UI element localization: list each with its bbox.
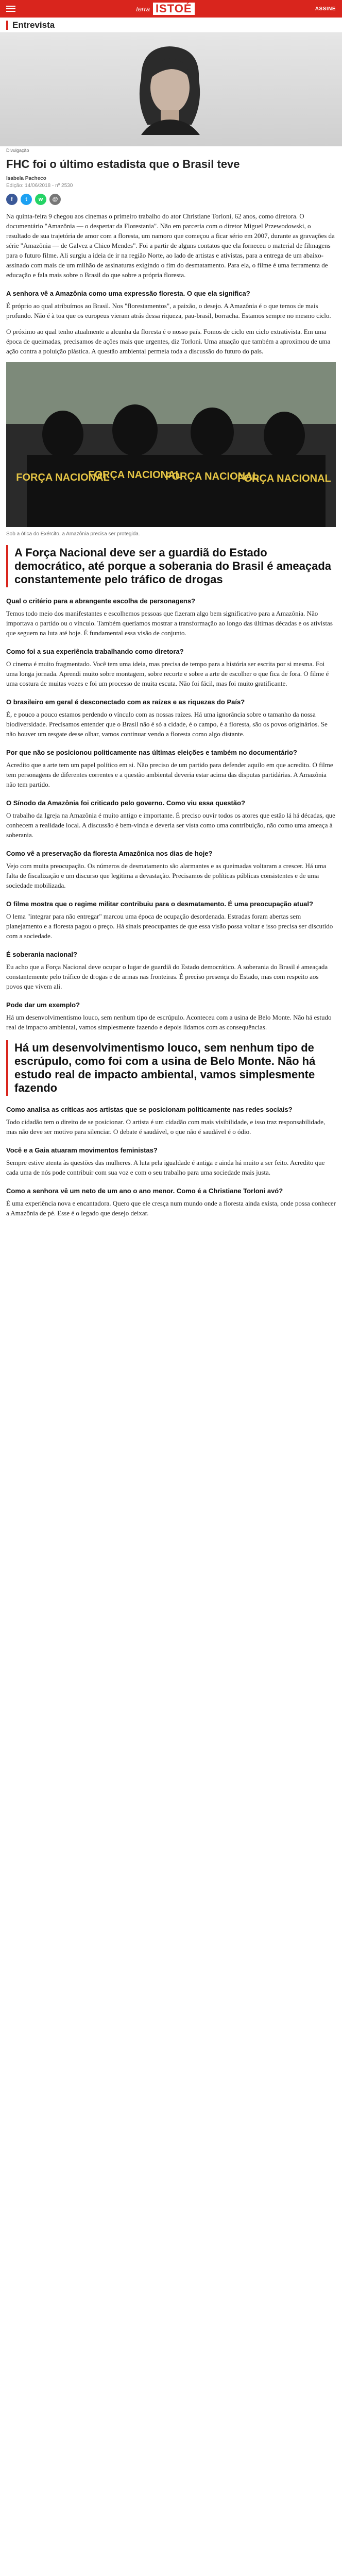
- question: O Sínodo da Amazônia foi criticado pelo governo. Como viu essa questão?: [6, 799, 245, 807]
- answer: Há um desenvolvimentismo louco, sem nenhum tipo de escrúpulo. Aconteceu com a usina de Belo Monte. Não há estudo real de impacto ambiental, vamos simplesmente fazendo e depois lidamos com as consequências.: [6, 1013, 332, 1031]
- share-bar: [6, 194, 336, 205]
- byline: [6, 175, 336, 190]
- article-body: [0, 158, 342, 1240]
- top-bar: [0, 0, 342, 18]
- answer: Todo cidadão tem o direito de se posicionar. O artista é um cidadão com mais visibilidade, e isso traz responsabilidade, mas não deve ser motivo para silenciar. O debate é saudável, o que não é saudável é o ódio.: [6, 1118, 326, 1136]
- pull-quote-2: Há um desenvolvimentismo louco, sem nenhum tipo de escrúpulo, como foi com a usina de Belo Monte. Não há estudo real de impacto ambiental, vamos simplesmente fazendo: [6, 1040, 336, 1096]
- question: Como analisa as críticas aos artistas que se posicionam politicamente nas redes sociais?: [6, 1106, 293, 1113]
- istoe-logo[interactable]: ISTOÉ: [153, 3, 195, 15]
- paragraph: Na quinta-feira 9 chegou aos cinemas o primeiro trabalho do ator Christiane Torloni, 62 anos, como diretora. O documentário "Amazônia — o despertar da Florestania". Não em parceria com o diretor Miguel Przewodowski, o resultado de sua trajetória de amor com a floresta, um namoro que começou a ficar sério em 2007, durante as gravações da série "Amazônia — de Galvez a Chico Mendes". Foi a partir de alguns contatos que ela forneceu o material de filmagens para o futuro filme. Ali surgiu a ideia de ir na região Norte, ao lado de artistas e ativistas, para a entrega de um abaixo-assinado com mais de um milhão de assinaturas exigindo o fim do desmatamento. Para ela, o filme é uma ferramenta de educação e fala mais sobre o Brasil do que sobre a própria floresta.: [6, 212, 335, 279]
- terra-logo[interactable]: terra: [136, 5, 150, 13]
- question: Pode dar um exemplo?: [6, 1001, 80, 1009]
- question: Qual o critério para a abrangente escolha de personagens?: [6, 597, 196, 605]
- question: A senhora vê a Amazônia como uma expressão floresta. O que ela significa?: [6, 290, 250, 297]
- question: O brasileiro em geral é desconectado com as raízes e as riquezas do País?: [6, 698, 245, 706]
- portrait-image: [131, 42, 208, 135]
- answer: O cinema é muito fragmentado. Você tem uma ideia, mas precisa de tempo para a história ser escrita por si mesma. Foi uma longa jornada. Aprendi muito sobre montagem, sobre recorte e sobre a arte de escolher o que fica de fora. O filme é uma costura de muitas vozes e foi um processo de muita escuta. Não foi fácil, mas foi muito gratificante.: [6, 660, 329, 687]
- force-image: [6, 362, 336, 527]
- answer: É próprio ao qual atribuímos ao Brasil. Nos "florestamentos", a paixão, o desejo. A Amazônia é o que temos de mais profundo. Não é à toa que os europeus vieram atrás dessa riqueza, pau-brasil, borracha. Estamos sempre no mesmo ciclo.: [6, 302, 331, 319]
- subscribe-link[interactable]: ASSINE: [315, 6, 336, 12]
- photo-caption: Sob a ótica do Exército, a Amazônia precisa ser protegida.: [6, 531, 140, 537]
- answer: É uma experiência nova e encantadora. Quero que ele cresça num mundo onde a floresta ainda exista, onde possa conhecer a Amazônia de pé. Esse é o legado que desejo deixar.: [6, 1199, 336, 1217]
- banner-text-4: FORÇA NACIONAL: [237, 473, 331, 484]
- answer: Acredito que a arte tem um papel político em si. Não preciso de um partido para defender aquilo em que acredito. O filme tem personagens de diferentes correntes e a questão ambiental deveria estar acima das disputas partidárias. A Amazônia não tem partido.: [6, 761, 333, 788]
- answer: Temos todo meio dos manifestantes e escolhemos pessoas que fizeram algo bem significativo para a Amazônia. Não importava o partido ou o vínculo. Também queríamos mostrar a transformação ao longo das últimas décadas e os ativistas que seguem na luta até hoje. É fundamental essa visão de conjunto.: [6, 609, 333, 637]
- logo-group[interactable]: [136, 3, 194, 15]
- article-title: FHC foi o último estadista que o Brasil teve: [6, 158, 240, 171]
- question: Como vê a preservação da floresta Amazônica nos dias de hoje?: [6, 850, 213, 857]
- section-label[interactable]: Entrevista: [12, 20, 55, 30]
- question: O filme mostra que o regime militar contribuiu para o desmatamento. É uma preocupação atual?: [6, 900, 313, 908]
- section-marker: [6, 21, 8, 30]
- answer: Vejo com muita preocupação. Os números de desmatamento são alarmantes e as queimadas voltaram a crescer. Há uma falta de fiscalização e um discurso que legitima a devastação. Precisamos de políticas públicas consistentes e de uma sociedade mobilizada.: [6, 862, 327, 889]
- twitter-icon[interactable]: t: [21, 194, 32, 205]
- hero-photo: [0, 33, 342, 146]
- footer-spacer: [6, 1224, 336, 1240]
- facebook-icon[interactable]: f: [6, 194, 18, 205]
- answer: O trabalho da Igreja na Amazônia é muito antigo e importante. É preciso ouvir todos os atores que estão lá há décadas, que conhecem a realidade local. A discussão é bem-vinda e deveria ser vista como uma contribuição, não como uma ameaça à soberania.: [6, 811, 335, 839]
- answer: O lema "integrar para não entregar" marcou uma época de ocupação desordenada. Estradas foram abertas sem planejamento e a floresta pagou o preço. Há sinais preocupantes de que essa visão possa voltar e isso precisa ser discutido com a sociedade.: [6, 912, 333, 940]
- police-photo: [6, 362, 336, 527]
- photo-credit: Divulgação: [6, 148, 29, 153]
- question: Como foi a sua experiência trabalhando como diretora?: [6, 648, 184, 655]
- banner-text-1: FORÇA NACIONAL: [16, 472, 110, 483]
- whatsapp-icon[interactable]: w: [35, 194, 46, 205]
- pull-quote-1: A Força Nacional deve ser a guardiã do Estado democrático, até porque a soberania do Brasil é ameaçada constantemente pelo tráfico de drogas: [6, 545, 336, 587]
- hamburger-menu-icon[interactable]: [6, 6, 15, 12]
- answer: É, e pouco a pouco estamos perdendo o vínculo com as nossas raízes. Há uma ignorância sobre o tamanho da nossa biodiversidade. Precisamos entender que o Brasil não é só a cidade, é o campo, é a floresta, são os povos originários. Se não houver um resgate desse olhar, vamos continuar vendo a floresta como algo distante.: [6, 710, 328, 738]
- paragraph: O próximo ao qual tenho atualmente a alcunha da floresta é o nosso país. Fomos de ciclo em ciclo extrativista. Em uma época de queimadas, precisamos de ações mais que urgentes, diz Torloni. Uma atuação que também a aproximou de uma ação contra a poluição plástica. A questão ambiental permeia toda a discussão do futuro do país.: [6, 328, 331, 355]
- question: Você e a Gaia atuaram movimentos feministas?: [6, 1146, 158, 1154]
- banner-text-3: FORÇA NACIONAL: [165, 471, 259, 482]
- question: É soberania nacional?: [6, 951, 77, 958]
- banner-text-2: FORÇA NACIONAL: [88, 469, 182, 481]
- author-name[interactable]: Isabela Pacheco: [6, 176, 46, 181]
- publish-date: Edição: 14/06/2018 - nº 2530: [6, 183, 73, 189]
- question: Como a senhora vê um neto de um ano o ano menor. Como é a Christiane Torloni avó?: [6, 1187, 283, 1195]
- email-icon[interactable]: @: [49, 194, 61, 205]
- answer: Sempre estive atenta às questões das mulheres. A luta pela igualdade é antiga e ainda há muito a ser feito. Acredito que cada uma de nós pode contribuir com sua voz e com o seu trabalho para uma sociedade mais justa.: [6, 1159, 325, 1176]
- answer: Eu acho que a Força Nacional deve ocupar o lugar de guardiã do Estado democrático. A soberania do Brasil é ameaçada constantemente pelo tráfico de drogas e de armas nas fronteiras. É preciso presença do Estado, mas com respeito aos povos que vivem ali.: [6, 963, 328, 990]
- section-header: [0, 18, 342, 33]
- question: Por que não se posicionou politicamente nas últimas eleições e também no documentário?: [6, 749, 297, 756]
